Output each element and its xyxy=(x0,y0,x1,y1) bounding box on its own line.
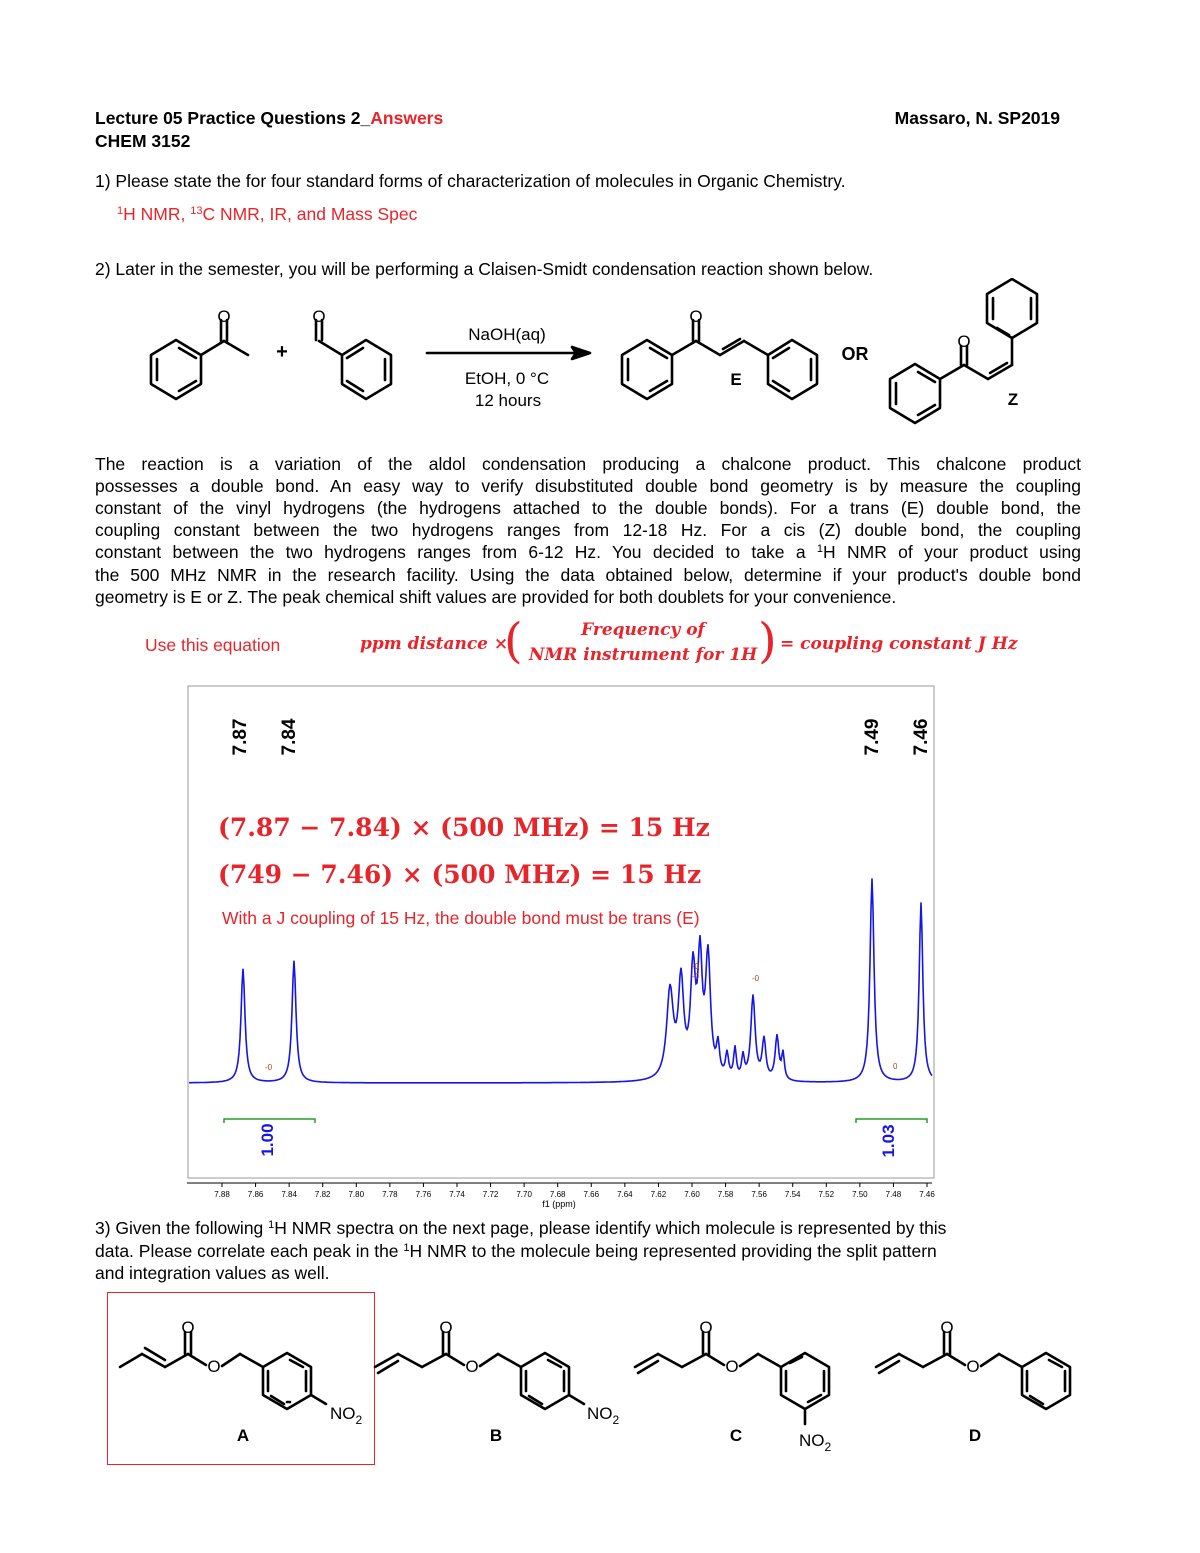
oxygen-label: O xyxy=(207,1357,221,1376)
document-title xyxy=(95,108,443,129)
paragraph-line-5: constant between the two hydrogens ranges from 6-12 Hz. You decided to take a $^1$H NMR of your product using xyxy=(95,542,1081,562)
paren-right: ) xyxy=(758,613,777,669)
x-tick-label: 7.76 xyxy=(415,1190,432,1199)
nitro-group-c: $NO_2$ xyxy=(799,1431,832,1454)
x-tick-label: 7.58 xyxy=(717,1190,734,1199)
acetophenone-structure xyxy=(151,320,248,399)
reagent-time: 12 hours xyxy=(474,391,542,410)
answers-label: Answers xyxy=(370,108,444,128)
equation-label: Use this equation xyxy=(145,635,281,655)
candidate-molecules xyxy=(110,1300,1090,1460)
calculation-2: (749 − 7.46) × (500 MHz) = 15 Hz xyxy=(218,860,702,889)
integral-bars xyxy=(224,1119,927,1123)
question-1: 1) Please state the for four standard forms of characterization of molecules in Organic Chemistry. xyxy=(95,171,846,191)
nitro-group-b: $NO_2$ xyxy=(587,1404,620,1427)
nitro-group-a: $NO_2$ xyxy=(330,1404,363,1427)
oxygen-label: O xyxy=(312,307,326,326)
integral-mark: -0 xyxy=(265,1063,273,1072)
molecule-a-structure xyxy=(120,1332,326,1409)
e-chalcone-structure xyxy=(622,320,817,399)
peak-label-784: 7.84 xyxy=(279,718,300,756)
x-tick-label: 7.84 xyxy=(281,1190,297,1199)
equation-freq-bottom: NMR instrument for 1H xyxy=(528,645,758,665)
x-tick-label: 7.50 xyxy=(852,1190,868,1199)
oxygen-label: O xyxy=(689,307,703,326)
label-a: A xyxy=(236,1426,250,1445)
label-d: D xyxy=(968,1426,982,1445)
x-tick-label: 7.82 xyxy=(314,1190,331,1199)
x-tick-label: 7.72 xyxy=(482,1190,499,1199)
x-tick-label: 7.46 xyxy=(919,1190,935,1199)
molecule-c-structure xyxy=(635,1332,829,1424)
oxygen-label: O xyxy=(725,1357,739,1376)
molecule-b-structure xyxy=(375,1332,584,1409)
integral-mark: 0 xyxy=(893,1062,898,1071)
plus-sign: + xyxy=(276,341,288,363)
integral-mark: -0 xyxy=(752,974,760,983)
x-axis-ticks xyxy=(214,1183,935,1199)
equation-freq-top: Frequency of xyxy=(581,620,705,640)
x-axis-label: f1 (ppm) xyxy=(542,1199,576,1209)
paragraph-line-3: constant of the vinyl hydrogens (the hydrogens attached to the double bonds). For a trans (E) double bond, the xyxy=(95,498,1081,518)
oxygen-label: O xyxy=(217,307,231,326)
integral-mark: -0 xyxy=(692,972,700,981)
integral-value-1: 1.00 xyxy=(258,1123,277,1157)
paren-left: ( xyxy=(504,613,523,669)
conclusion-text: With a J coupling of 15 Hz, the double bond must be trans (E) xyxy=(222,908,700,928)
x-tick-label: 7.60 xyxy=(684,1190,700,1199)
label-z: Z xyxy=(1007,390,1019,409)
label-b: B xyxy=(489,1426,503,1445)
x-tick-label: 7.70 xyxy=(516,1190,532,1199)
paragraph-line-2: possesses a double bond. An easy way to verify disubstituted double bond geometry is by measure the coupling xyxy=(95,476,1081,496)
question-3-line-1: 3) Given the following $^1$H NMR spectra on the next page, please identify which molecule is represented by this xyxy=(95,1218,947,1238)
oxygen-label: O xyxy=(940,1318,954,1337)
x-tick-label: 7.62 xyxy=(650,1190,667,1199)
paragraph-line-7: geometry is E or Z. The peak chemical shift values are provided for both doublets for your convenience. xyxy=(95,587,897,607)
label-c: C xyxy=(729,1426,743,1445)
calculation-1: (7.87 − 7.84) × (500 MHz) = 15 Hz xyxy=(218,813,710,842)
x-tick-label: 7.74 xyxy=(449,1190,465,1199)
oxygen-label: O xyxy=(439,1318,453,1337)
question-3-line-3: and integration values as well. xyxy=(95,1263,330,1283)
x-tick-label: 7.64 xyxy=(617,1190,633,1199)
or-label: OR xyxy=(841,344,869,364)
x-tick-label: 7.78 xyxy=(382,1190,398,1199)
spectrum-frame xyxy=(188,686,934,1178)
benzaldehyde-structure xyxy=(316,320,391,399)
x-tick-label: 7.86 xyxy=(247,1190,264,1199)
x-tick-label: 7.80 xyxy=(348,1190,365,1199)
paragraph-line-1: The reaction is a variation of the aldol condensation producing a chalcone product. This chalcone product xyxy=(95,454,1081,474)
oxygen-label: O xyxy=(181,1318,195,1337)
integral-mark: -0 xyxy=(692,962,700,971)
reaction-scheme xyxy=(120,278,1080,428)
oxygen-label: O xyxy=(966,1357,980,1376)
oxygen-label: O xyxy=(465,1357,479,1376)
oxygen-label: O xyxy=(957,332,971,351)
author-line: Massaro, N. SP2019 xyxy=(894,108,1060,128)
oxygen-label: O xyxy=(699,1318,713,1337)
label-e: E xyxy=(730,370,742,389)
x-tick-label: 7.56 xyxy=(751,1190,767,1199)
x-tick-label: 7.68 xyxy=(549,1190,566,1199)
integral-value-2: 1.03 xyxy=(879,1124,898,1158)
paragraph-line-4: coupling constant between the two hydrogens ranges from 12-18 Hz. For a cis (Z) double bond, the coupling xyxy=(95,520,1081,540)
question-3-line-2: data. Please correlate each peak in the $^1$H NMR to the molecule being represented providing the split pattern xyxy=(95,1241,937,1261)
x-tick-label: 7.52 xyxy=(818,1190,835,1199)
x-tick-label: 7.88 xyxy=(214,1190,230,1199)
x-tick-label: 7.54 xyxy=(784,1190,801,1199)
x-tick-label: 7.48 xyxy=(885,1190,902,1199)
nmr-spectrum xyxy=(187,685,937,1210)
x-tick-label: 7.66 xyxy=(583,1190,600,1199)
peak-label-787: 7.87 xyxy=(230,718,251,756)
equation-left: ppm distance × xyxy=(360,634,509,654)
question-2: 2) Later in the semester, you will be performing a Claisen-Smidt condensation reaction shown below. xyxy=(95,259,874,279)
arrow-head xyxy=(572,347,590,359)
peak-label-746: 7.46 xyxy=(911,718,932,756)
title-text: Lecture 05 Practice Questions 2_ xyxy=(95,108,371,128)
course-code: CHEM 3152 xyxy=(95,131,191,151)
equation-right: = coupling constant J Hz xyxy=(780,634,1018,654)
answer-1: $^1$H NMR, $^{13}$C NMR, IR, and Mass Spec xyxy=(117,204,418,224)
reagent-top: NaOH(aq) xyxy=(468,325,546,344)
peak-label-749: 7.49 xyxy=(862,718,883,756)
paragraph-line-6: the 500 MHz NMR in the research facility. Using the data obtained below, determine if your product's double bond xyxy=(95,565,1081,585)
reagent-solvent: EtOH, 0 °C xyxy=(464,369,550,388)
